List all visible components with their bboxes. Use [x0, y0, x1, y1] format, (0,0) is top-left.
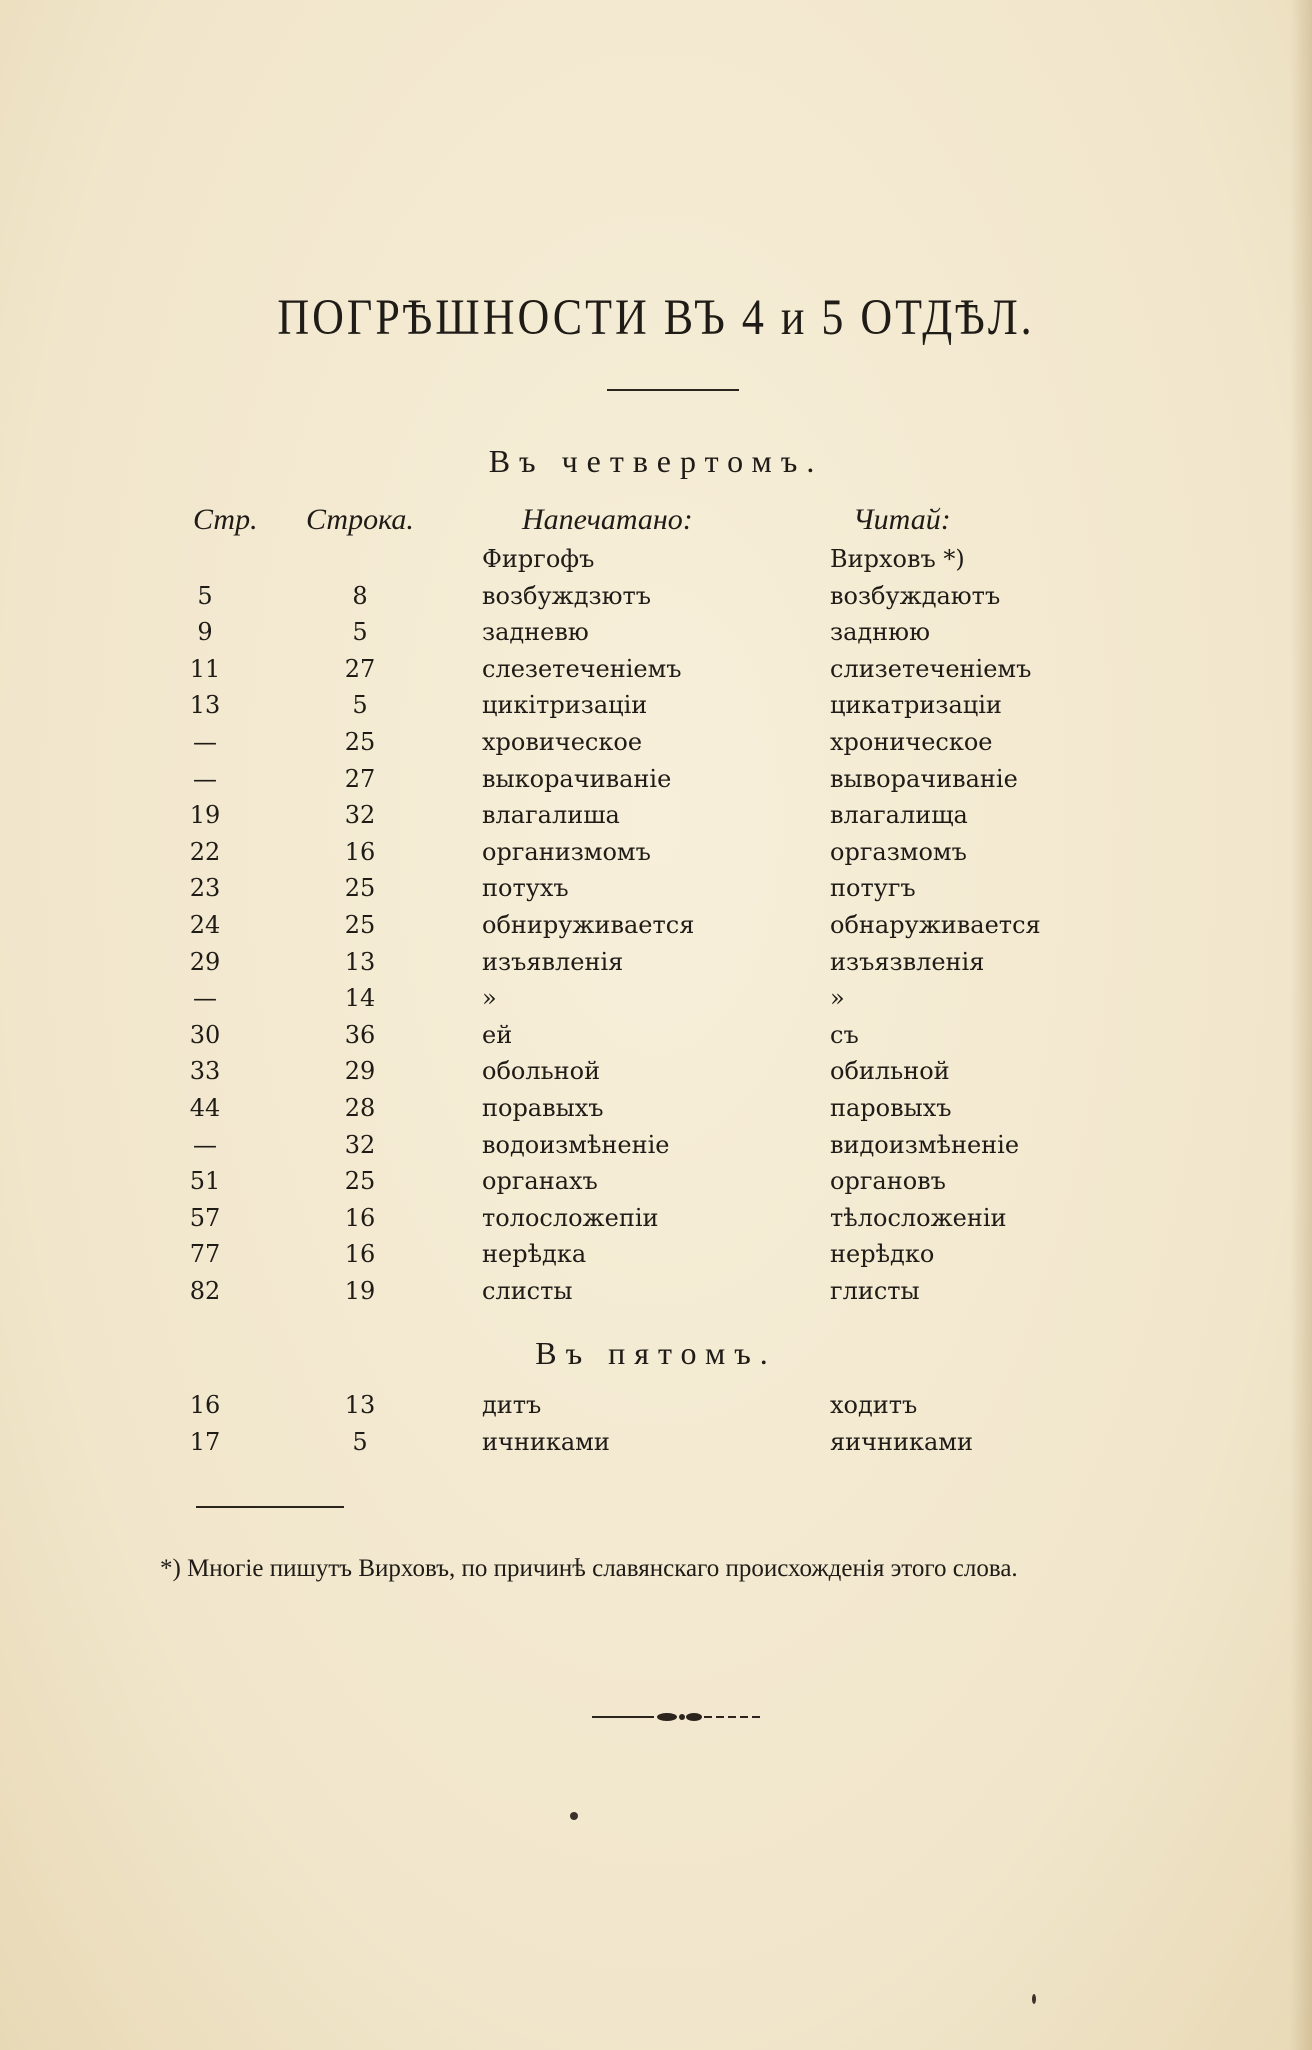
- errata-row: [0, 618, 1312, 654]
- errata-read-cell: глисты: [830, 1277, 920, 1305]
- errata-row: [0, 1277, 1312, 1313]
- errata-read-cell: обнаруживается: [830, 911, 1041, 939]
- errata-printed-cell: цикітризаціи: [482, 691, 648, 720]
- footnote-divider: [196, 1506, 344, 1508]
- errata-read-cell: заднюю: [830, 618, 930, 647]
- errata-read-cell: оргазмомъ: [830, 837, 967, 866]
- errata-printed-cell: обольной: [482, 1057, 601, 1086]
- errata-line-cell: 19: [344, 1277, 376, 1305]
- errata-line-cell: 25: [344, 728, 376, 756]
- errata-row: [0, 1428, 1312, 1464]
- errata-printed-cell: влагалиша: [482, 801, 620, 830]
- errata-page-cell: 16: [189, 1391, 221, 1419]
- errata-row: [0, 1204, 1312, 1240]
- errata-line-cell: 16: [344, 837, 376, 866]
- errata-read-cell: изъязвленія: [830, 947, 985, 976]
- errata-page-cell: 23: [189, 874, 221, 903]
- column-header-line: Строка.: [306, 503, 414, 536]
- ink-speck: [570, 1812, 578, 1820]
- errata-read-cell: выворачиваніе: [830, 764, 1018, 793]
- errata-line-cell: 16: [344, 1240, 376, 1269]
- errata-line-cell: 32: [344, 1130, 376, 1159]
- errata-line-cell: 32: [344, 801, 376, 830]
- column-header-read: Читай:: [853, 503, 951, 536]
- errata-line-cell: 14: [344, 984, 376, 1013]
- errata-read-cell: »: [830, 984, 845, 1013]
- errata-printed-cell: »: [482, 984, 497, 1013]
- errata-read-cell: хроническое: [830, 728, 993, 756]
- errata-page-cell: 77: [189, 1240, 221, 1269]
- errata-printed-cell: слисты: [482, 1277, 573, 1305]
- errata-printed-cell: водоизмѣненіе: [482, 1130, 670, 1159]
- errata-read-cell: Вирховъ *): [830, 545, 965, 573]
- column-header-page: Стр.: [193, 503, 258, 536]
- errata-line-cell: 13: [344, 947, 376, 976]
- errata-printed-cell: поравыхъ: [482, 1094, 604, 1122]
- errata-page-cell: —: [193, 764, 217, 793]
- errata-read-cell: яичниками: [830, 1427, 973, 1456]
- errata-line-cell: 25: [344, 874, 376, 903]
- errata-read-cell: потугъ: [830, 874, 916, 903]
- errata-page-cell: 24: [189, 911, 221, 939]
- footnote: *) Многіе пишутъ Вирховъ, по причинѣ славянскаго происхожденія этого слова.: [160, 1555, 1018, 1582]
- errata-printed-cell: задневю: [482, 618, 589, 647]
- errata-line-cell: 5: [352, 1427, 368, 1456]
- errata-page-cell: 19: [189, 801, 221, 830]
- errata-line-cell: 27: [344, 654, 376, 683]
- page-title: ПОГРѢШНОСТИ ВЪ 4 и 5 ОТДѢЛ.: [277, 289, 1035, 346]
- errata-row: [0, 911, 1312, 947]
- errata-row: [0, 728, 1312, 764]
- errata-read-cell: тѣлосложеніи: [830, 1203, 1007, 1232]
- errata-row: [0, 655, 1312, 691]
- errata-page-cell: 9: [197, 618, 213, 647]
- errata-row: [0, 984, 1312, 1020]
- errata-read-cell: съ: [830, 1020, 859, 1049]
- errata-page-cell: —: [193, 728, 217, 756]
- errata-row: [0, 1057, 1312, 1093]
- errata-page-cell: 82: [189, 1277, 221, 1305]
- errata-page-cell: —: [193, 984, 217, 1013]
- errata-page-cell: 57: [189, 1203, 221, 1232]
- errata-read-cell: обильной: [830, 1057, 950, 1086]
- section-heading-fourth: Въ четвертомъ.: [488, 443, 824, 479]
- errata-page-cell: 11: [189, 654, 221, 683]
- errata-row: [0, 582, 1312, 618]
- title-divider: [607, 389, 739, 391]
- end-ornament: [592, 1710, 762, 1724]
- errata-page-cell: 13: [189, 691, 221, 720]
- errata-row: [0, 1021, 1312, 1057]
- column-header-printed: Напечатано:: [522, 503, 693, 536]
- errata-page-cell: 33: [189, 1057, 221, 1086]
- errata-line-cell: 25: [344, 911, 376, 939]
- errata-printed-cell: потухъ: [482, 874, 569, 903]
- errata-read-cell: ходитъ: [830, 1391, 918, 1419]
- errata-line-cell: 5: [352, 691, 368, 720]
- errata-line-cell: 25: [344, 1167, 376, 1196]
- errata-row: [0, 545, 1312, 581]
- errata-printed-cell: органахъ: [482, 1167, 598, 1196]
- errata-page-cell: 5: [197, 581, 213, 610]
- errata-line-cell: 16: [344, 1203, 376, 1232]
- errata-page-cell: 17: [189, 1427, 221, 1456]
- errata-page-cell: 44: [189, 1094, 221, 1122]
- errata-printed-cell: Фиргофъ: [482, 545, 595, 573]
- ink-speck: [1032, 1994, 1036, 2004]
- errata-read-cell: паровыхъ: [830, 1094, 952, 1122]
- errata-page-cell: 30: [189, 1020, 221, 1049]
- errata-printed-cell: обнируживается: [482, 911, 695, 939]
- errata-row: [0, 838, 1312, 874]
- errata-read-cell: влагалища: [830, 801, 968, 830]
- errata-line-cell: 13: [344, 1391, 376, 1419]
- errata-page-cell: 22: [189, 837, 221, 866]
- errata-page-cell: 29: [189, 947, 221, 976]
- errata-row: [0, 691, 1312, 727]
- errata-line-cell: 29: [344, 1057, 376, 1086]
- errata-read-cell: видоизмѣненіе: [830, 1130, 1020, 1159]
- errata-row: [0, 1094, 1312, 1130]
- errata-page-cell: 51: [189, 1167, 221, 1196]
- errata-printed-cell: ей: [482, 1020, 513, 1049]
- errata-row: [0, 1391, 1312, 1427]
- errata-line-cell: 28: [344, 1094, 376, 1122]
- errata-read-cell: слизетеченіемъ: [830, 654, 1032, 683]
- errata-row: [0, 1131, 1312, 1167]
- errata-row: [0, 948, 1312, 984]
- errata-line-cell: 36: [344, 1020, 376, 1049]
- errata-line-cell: 8: [352, 581, 368, 610]
- errata-row: [0, 874, 1312, 910]
- errata-printed-cell: нерѣдка: [482, 1240, 587, 1269]
- errata-row: [0, 1167, 1312, 1203]
- errata-printed-cell: слезетеченіемъ: [482, 654, 682, 683]
- errata-printed-cell: изъявленія: [482, 947, 624, 976]
- errata-printed-cell: ичниками: [482, 1427, 610, 1456]
- errata-printed-cell: толосложепіи: [482, 1203, 659, 1232]
- errata-printed-cell: хровическое: [482, 728, 643, 756]
- errata-printed-cell: выкорачиваніе: [482, 764, 672, 793]
- errata-read-cell: нерѣдко: [830, 1240, 935, 1269]
- errata-page-cell: —: [193, 1130, 217, 1159]
- errata-read-cell: цикатризаціи: [830, 691, 1002, 720]
- errata-line-cell: 27: [344, 764, 376, 793]
- errata-line-cell: 5: [352, 618, 368, 647]
- errata-read-cell: органовъ: [830, 1167, 946, 1196]
- errata-read-cell: возбуждаютъ: [830, 581, 1001, 610]
- section-heading-fifth: Въ пятомъ.: [535, 1335, 777, 1371]
- errata-row: [0, 765, 1312, 801]
- errata-row: [0, 1240, 1312, 1276]
- errata-printed-cell: организмомъ: [482, 837, 651, 866]
- errata-printed-cell: дитъ: [482, 1391, 542, 1419]
- errata-printed-cell: возбуждзютъ: [482, 581, 652, 610]
- errata-row: [0, 801, 1312, 837]
